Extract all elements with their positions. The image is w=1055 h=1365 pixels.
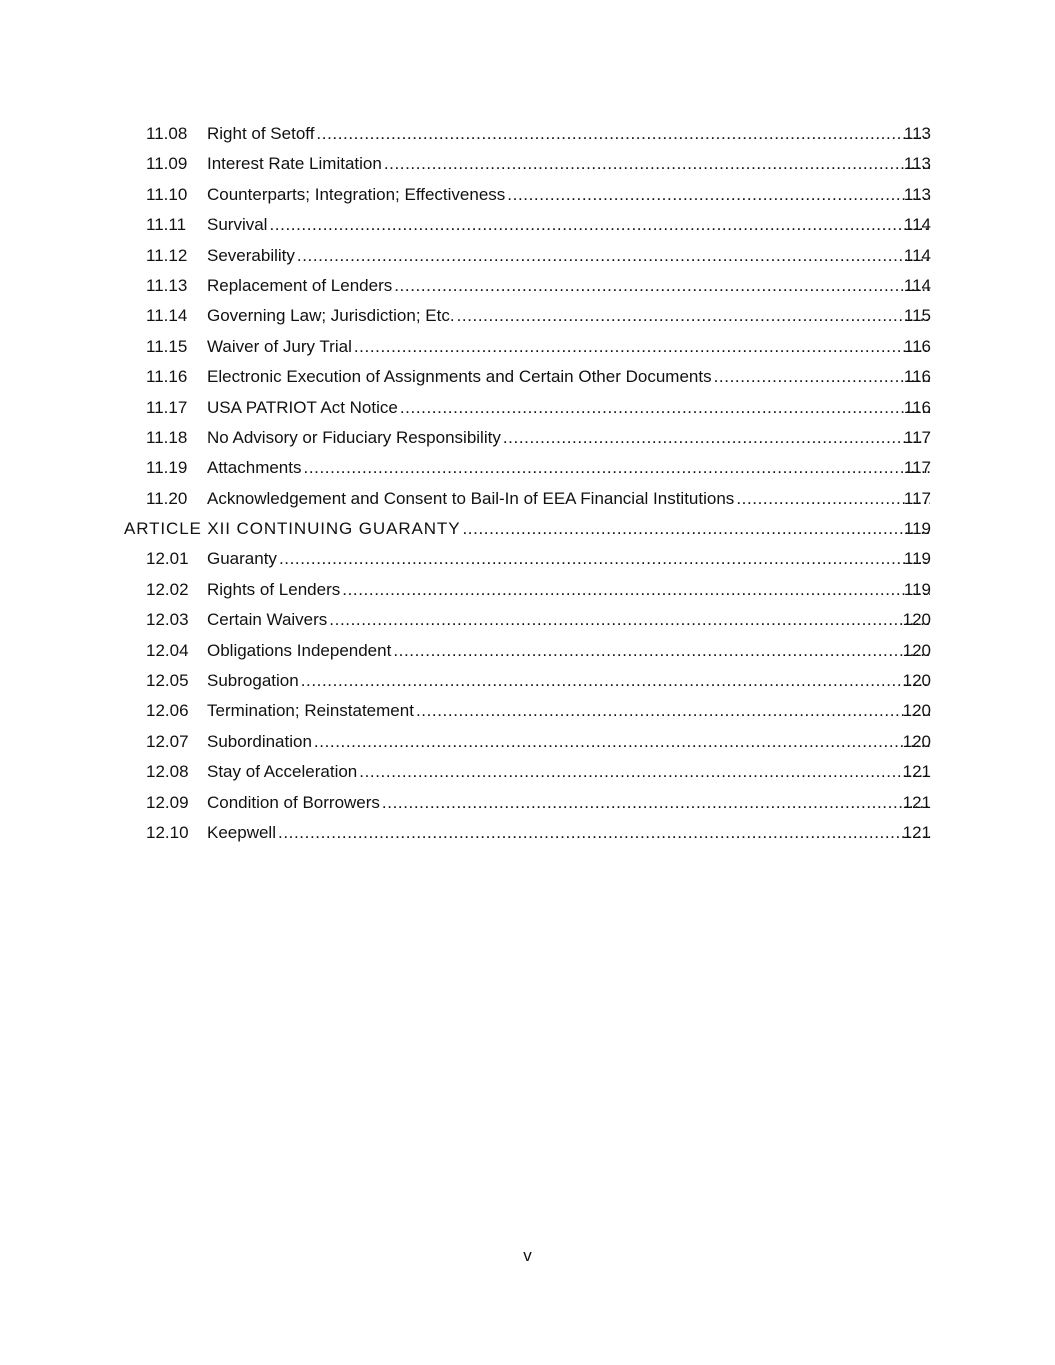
toc-entry-number: 11.12	[146, 245, 188, 265]
toc-entry-page: 116	[903, 397, 931, 417]
toc-entry-title: Condition of Borrowers	[207, 792, 380, 812]
toc-entry[interactable]	[0, 484, 1055, 514]
toc-entry-title: Keepwell	[207, 822, 276, 842]
toc-entry[interactable]	[0, 788, 1055, 818]
toc-entry-page: 117	[903, 458, 931, 478]
toc-entry-number: 11.14	[146, 306, 188, 326]
toc-entry-page: 116	[903, 336, 931, 356]
toc-entry-title: Obligations Independent	[207, 640, 392, 660]
toc-entry[interactable]	[0, 362, 1055, 392]
dot-leader	[316, 119, 930, 149]
toc-entry-number: 11.13	[146, 275, 188, 295]
toc-entry[interactable]	[0, 210, 1055, 240]
dot-leader	[297, 241, 930, 271]
toc-entry-page: 117	[903, 488, 931, 508]
toc-entry[interactable]	[0, 605, 1055, 635]
toc-entry-page: 120	[902, 701, 931, 721]
toc-entry-number: 11.09	[146, 154, 188, 174]
dot-leader	[359, 757, 930, 787]
dot-leader	[329, 605, 930, 635]
toc-entry-title: No Advisory or Fiduciary Responsibility	[207, 427, 501, 447]
dot-leader	[304, 453, 931, 483]
toc-entry-title: Attachments	[207, 458, 302, 478]
toc-entry[interactable]	[0, 301, 1055, 331]
toc-entry-number: 11.10	[146, 184, 188, 204]
toc-entry[interactable]	[0, 575, 1055, 605]
toc-entry-page: 120	[902, 671, 931, 691]
toc-entry[interactable]	[0, 757, 1055, 787]
dot-leader	[714, 362, 930, 392]
toc-entry-number: 12.07	[146, 731, 189, 751]
toc-entry-page: 119	[903, 579, 931, 599]
toc-entry-number: 12.10	[146, 822, 189, 842]
dot-leader	[354, 332, 930, 362]
toc-entry-title: Waiver of Jury Trial	[207, 336, 352, 356]
toc-entry-title: USA PATRIOT Act Notice	[207, 397, 398, 417]
toc-entry[interactable]	[0, 636, 1055, 666]
toc-entry[interactable]	[0, 544, 1055, 574]
toc-entry-title: Subordination	[207, 731, 312, 751]
dot-leader	[736, 484, 930, 514]
toc-entry-title: Termination; Reinstatement	[207, 701, 414, 721]
toc-entry-title: Electronic Execution of Assignments and Certain Other Documents	[207, 367, 712, 387]
dot-leader	[400, 393, 930, 423]
dot-leader	[342, 575, 930, 605]
toc-article-page: 119	[903, 519, 931, 539]
toc-entry-number: 12.03	[146, 610, 189, 630]
toc-entry-title: Certain Waivers	[207, 610, 328, 630]
toc-entry-number: 12.08	[146, 762, 189, 782]
toc-entry-number: 12.02	[146, 579, 189, 599]
dot-leader	[314, 727, 930, 757]
toc-entry-number: 11.20	[146, 488, 188, 508]
toc-entry-number: 12.01	[146, 549, 189, 569]
toc-entry-page: 114	[903, 245, 931, 265]
toc-entry-page: 120	[902, 731, 931, 751]
table-of-contents	[0, 119, 1055, 848]
toc-entry-title: Replacement of Lenders	[207, 275, 393, 295]
toc-entry-title: Stay of Acceleration	[207, 762, 358, 782]
toc-entry[interactable]	[0, 423, 1055, 453]
toc-entry-title: Survival	[207, 215, 268, 235]
toc-entry[interactable]	[0, 393, 1055, 423]
dot-leader	[279, 544, 930, 574]
toc-article-title: ARTICLE XII CONTINUING GUARANTY	[124, 519, 461, 539]
dot-leader	[382, 788, 930, 818]
toc-entry-title: Acknowledgement and Consent to Bail-In of EEA Financial Institutions	[207, 488, 735, 508]
toc-article-heading[interactable]	[0, 514, 1055, 544]
dot-leader	[394, 271, 930, 301]
toc-entry-number: 12.05	[146, 671, 189, 691]
dot-leader	[462, 514, 930, 544]
toc-entry-number: 12.06	[146, 701, 189, 721]
toc-entry-number: 11.11	[146, 215, 187, 235]
toc-entry[interactable]	[0, 180, 1055, 210]
toc-entry-title: Severability	[207, 245, 295, 265]
toc-entry[interactable]	[0, 818, 1055, 848]
toc-entry-page: 114	[903, 275, 931, 295]
dot-leader	[384, 149, 930, 179]
toc-entry-title: Right of Setoff	[207, 124, 315, 143]
dot-leader	[301, 666, 930, 696]
dot-leader	[416, 696, 930, 726]
toc-entry[interactable]	[0, 241, 1055, 271]
toc-entry-page: 120	[902, 640, 931, 660]
toc-entry-number: 12.09	[146, 792, 189, 812]
toc-entry[interactable]	[0, 149, 1055, 179]
toc-entry-page: 119	[903, 549, 931, 569]
toc-entry[interactable]	[0, 453, 1055, 483]
toc-entry[interactable]	[0, 332, 1055, 362]
toc-entry[interactable]	[0, 271, 1055, 301]
dot-leader	[507, 180, 930, 210]
toc-entry-page: 113	[903, 154, 931, 174]
toc-entry-page: 115	[903, 306, 931, 326]
toc-entry-number: 12.04	[146, 640, 189, 660]
toc-entry-title: Governing Law; Jurisdiction; Etc.	[207, 306, 455, 326]
toc-entry[interactable]	[0, 727, 1055, 757]
toc-entry-number: 11.15	[146, 336, 188, 356]
dot-leader	[457, 301, 930, 331]
toc-entry-page: 113	[903, 184, 931, 204]
dot-leader	[269, 210, 930, 240]
toc-entry-page: 121	[902, 762, 931, 782]
toc-entry-number: 11.08	[146, 124, 188, 143]
toc-entry[interactable]	[0, 696, 1055, 726]
dot-leader	[393, 636, 930, 666]
toc-entry-title: Rights of Lenders	[207, 579, 341, 599]
toc-entry[interactable]	[0, 119, 1055, 149]
toc-entry-page: 116	[903, 367, 931, 387]
dot-leader	[503, 423, 930, 453]
toc-entry-page: 121	[902, 792, 931, 812]
dot-leader	[278, 818, 930, 848]
toc-entry[interactable]	[0, 666, 1055, 696]
toc-entry-title: Subrogation	[207, 671, 299, 691]
toc-entry-title: Interest Rate Limitation	[207, 154, 382, 174]
toc-entry-number: 11.19	[146, 458, 188, 478]
toc-entry-number: 11.17	[146, 397, 188, 417]
toc-entry-page: 121	[902, 822, 931, 842]
toc-entry-page: 114	[903, 215, 931, 235]
toc-entry-number: 11.16	[146, 367, 188, 387]
toc-entry-page: 117	[903, 427, 931, 447]
page-number: v	[523, 1246, 532, 1265]
toc-entry-number: 11.18	[146, 427, 188, 447]
toc-entry-title: Counterparts; Integration; Effectiveness	[207, 184, 506, 204]
toc-entry-page: 113	[903, 124, 931, 143]
toc-entry-title: Guaranty	[207, 549, 277, 569]
toc-entry-page: 120	[902, 610, 931, 630]
